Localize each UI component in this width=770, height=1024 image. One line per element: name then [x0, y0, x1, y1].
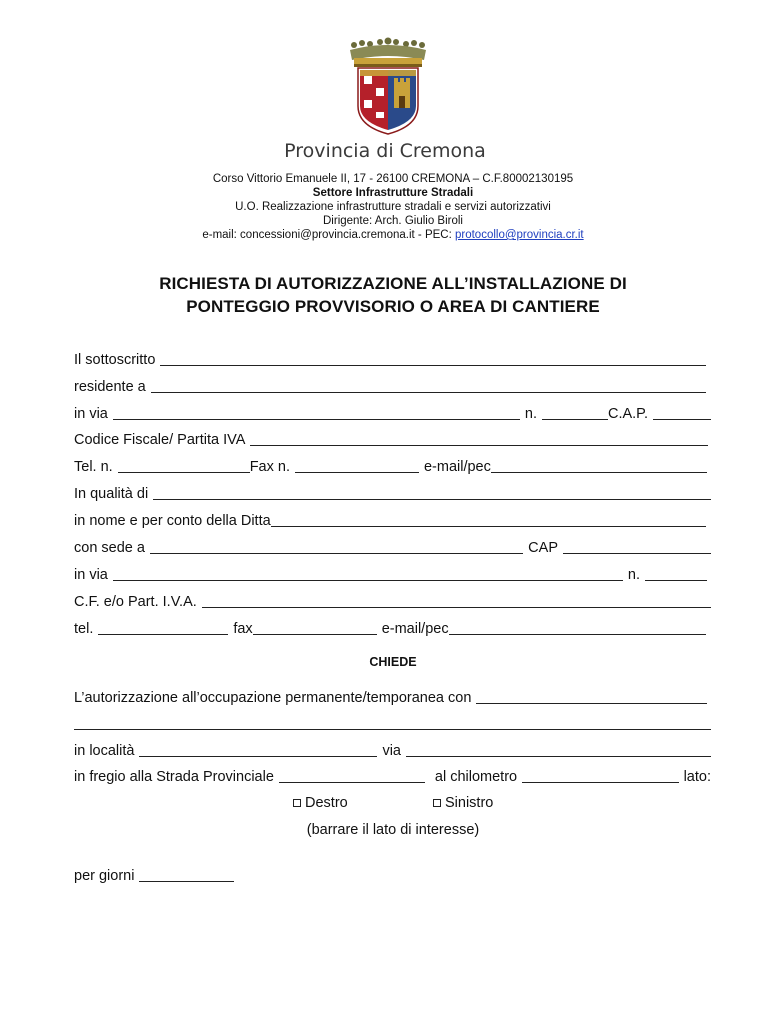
fax1-label: Fax n.: [249, 459, 290, 475]
email2-label: e-mail/pec: [381, 621, 449, 637]
cf-piva-field[interactable]: [250, 444, 708, 446]
fregio-label: in fregio alla Strada Provinciale: [74, 769, 274, 785]
via2-label: in via: [74, 567, 108, 583]
residente-label: residente a: [74, 379, 146, 395]
row-sede: [74, 538, 711, 558]
row-autorizzazione-continued: [74, 714, 711, 734]
pec-link[interactable]: protocollo@provincia.cr.it: [454, 229, 584, 241]
localita-field[interactable]: [139, 755, 377, 757]
sottoscritto-label: Il sottoscritto: [74, 352, 156, 368]
row-fregio: [74, 767, 711, 787]
via3-field[interactable]: [406, 755, 711, 757]
giorni-label: per giorni: [74, 868, 135, 884]
via1-field[interactable]: [113, 418, 520, 420]
email1-field[interactable]: [491, 471, 707, 473]
sinistro-label: Sinistro: [445, 795, 494, 811]
n1-field[interactable]: [542, 418, 608, 420]
ditta-label: in nome e per conto della Ditta: [74, 513, 271, 529]
chilometro-label: al chilometro: [434, 769, 518, 785]
unit-line: U.O. Realizzazione infrastrutture stradali e servizi autorizzativi: [235, 201, 551, 213]
director-line: Dirigente: Arch. Giulio Biroli: [323, 215, 463, 227]
fax2-label: fax: [233, 621, 253, 637]
row-tel2: [74, 619, 706, 639]
cf-piva2-label: C.F. e/o Part. I.V.A.: [74, 594, 197, 610]
row-sottoscritto: [74, 350, 706, 370]
cap2-field[interactable]: [563, 552, 711, 554]
contact-line: [0, 229, 770, 241]
row-cf-piva2: [74, 592, 711, 612]
cap1-label: C.A.P.: [607, 406, 648, 422]
row-ditta: [74, 511, 706, 531]
lato-label: lato:: [683, 769, 711, 785]
via1-label: in via: [74, 406, 108, 422]
localita-label: in località: [74, 743, 135, 759]
cf-piva-label: Codice Fiscale/ Partita IVA: [74, 432, 246, 448]
row-giorni: [74, 866, 234, 886]
destro-checkbox[interactable]: [293, 799, 301, 807]
sottoscritto-field[interactable]: [160, 364, 706, 366]
option-destro[interactable]: [293, 795, 348, 811]
sector-line: Settore Infrastrutture Stradali: [312, 187, 474, 199]
address-line: Corso Vittorio Emanuele II, 17 - 26100 CREMONA – C.F.80002130195: [212, 173, 574, 185]
chiede-heading: CHIEDE: [369, 655, 417, 669]
fax1-field[interactable]: [295, 471, 419, 473]
ditta-field[interactable]: [271, 525, 706, 527]
qualita-field[interactable]: [153, 498, 711, 500]
autorizzazione-field[interactable]: [476, 702, 707, 704]
row-via2: [74, 565, 707, 585]
via3-label: via: [382, 743, 401, 759]
chilometro-field[interactable]: [522, 781, 678, 783]
sede-field[interactable]: [150, 552, 523, 554]
qualita-label: In qualità di: [74, 486, 149, 502]
autorizzazione-label: L’autorizzazione all’occupazione permanente/temporanea con: [74, 690, 472, 706]
row-localita: [74, 741, 711, 761]
autorizzazione-field-continued[interactable]: [74, 728, 711, 730]
destro-label: Destro: [305, 795, 348, 811]
cap2-label: CAP: [528, 540, 558, 556]
n2-label: n.: [627, 567, 640, 583]
coat-of-arms-logo: [336, 36, 440, 136]
form-title-line2: PONTEGGIO PROVVISORIO O AREA DI CANTIERE: [186, 297, 600, 316]
barrare-note: (barrare il lato di interesse): [306, 822, 480, 838]
sinistro-checkbox[interactable]: [433, 799, 441, 807]
tel1-field[interactable]: [118, 471, 250, 473]
tel1-label: Tel. n.: [74, 459, 113, 475]
cf-piva2-field[interactable]: [202, 606, 711, 608]
residente-field[interactable]: [151, 391, 706, 393]
n2-field[interactable]: [645, 579, 707, 581]
sede-label: con sede a: [74, 540, 145, 556]
row-via1: [74, 404, 711, 424]
n1-label: n.: [524, 406, 537, 422]
fax2-field[interactable]: [253, 633, 377, 635]
contact-prefix: e-mail: concessioni@provincia.cremona.it - PEC:: [202, 229, 455, 241]
tel2-label: tel.: [74, 621, 94, 637]
strada-provinciale-field[interactable]: [279, 781, 425, 783]
row-residente: [74, 377, 706, 397]
tel2-field[interactable]: [98, 633, 228, 635]
via2-field[interactable]: [113, 579, 623, 581]
row-autorizzazione: [74, 688, 707, 708]
cap1-field[interactable]: [653, 418, 711, 420]
form-title-line1: RICHIESTA DI AUTORIZZAZIONE ALL’INSTALLAZIONE DI: [159, 274, 627, 293]
row-qualita: [74, 484, 711, 504]
organization-name: Provincia di Cremona: [284, 140, 486, 162]
row-cf-piva: [74, 430, 708, 450]
giorni-field[interactable]: [139, 880, 234, 882]
email1-label: e-mail/pec: [423, 459, 491, 475]
row-tel1: [74, 457, 707, 477]
option-sinistro[interactable]: [433, 795, 493, 811]
email2-field[interactable]: [449, 633, 706, 635]
